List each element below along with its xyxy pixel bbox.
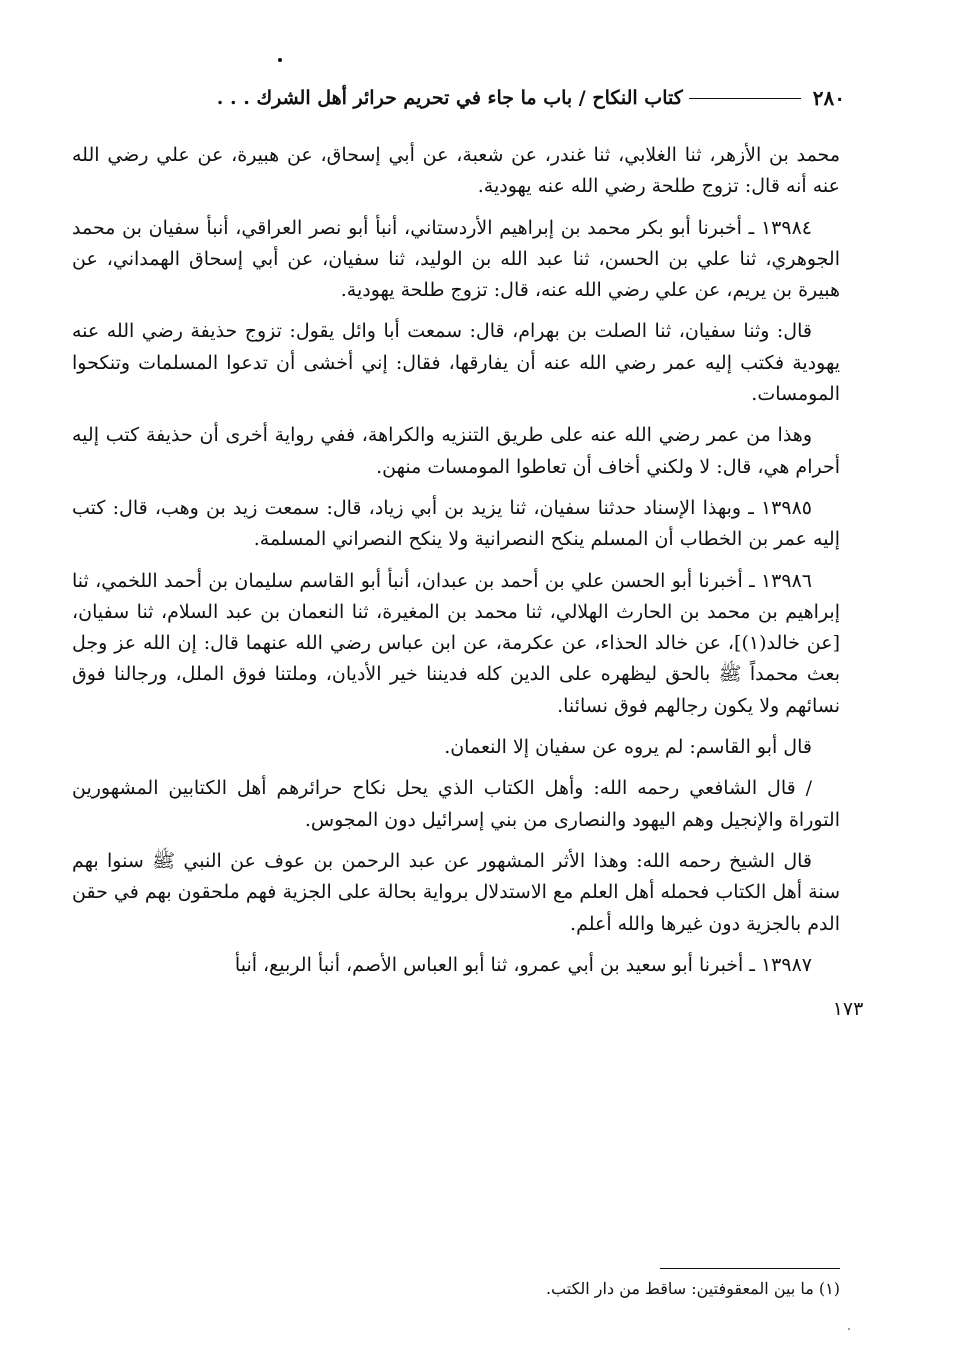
page-number: ٢٨٠ [812, 86, 845, 110]
running-header [55, 78, 845, 118]
paragraph: قال الشيخ رحمه الله: وهذا الأثر المشهور عن عبد الرحمن بن عوف عن النبي ﷺ سنوا بهم سنة أهل الكتاب فحمله أهل العلم مع الاستدلال برواية بحالة على الجزية فهم ملحقون بهم في حقن الدم بالجزية دون غيرها والله أعلم. [72, 849, 840, 935]
main-text [72, 140, 840, 991]
paragraph: / قال الشافعي رحمه الله: وأهل الكتاب الذي يحل نكاح حرائرهم أهل الكتابين المشهورين التوراة والإنجيل وهم اليهود والنصارى من بني إسرائيل دون المجوس. [72, 777, 840, 831]
paragraph: قال أبو القاسم: لم يروه عن سفيان إلا النعمان. [444, 736, 812, 759]
paragraph: قال: وثنا سفيان، ثنا الصلت بن بهرام، قال: سمعت أبا وائل يقول: تزوج حذيفة رضي الله عنه يهودية فكتب إليه عمر رضي الله عنه أن يفارقها، فقال: إني أخشى أن تدعوا المسلمات وتنكحوا المومسات. [72, 320, 840, 406]
paragraph: ١٣٩٨٧ ـ أخبرنا أبو سعيد بن أبي عمرو، ثنا أبو العباس الأصم، أنبأ الربيع، أنبأ [234, 953, 812, 976]
paragraph: ١٣٩٨٤ ـ أخبرنا أبو بكر محمد بن إبراهيم الأردستاني، أنبأ أبو نصر العراقي، أنبأ سفيان بن محمد الجوهري، ثنا علي بن الحسن، ثنا عبد الله بن الوليد، ثنا سفيان، عن أبي إسحاق الهمداني، عن هبيرة بن يريم، عن علي رضي الله عنه، قال: تزوج طلحة يهودية. [72, 216, 840, 302]
paragraph: وهذا من عمر رضي الله عنه على طريق التنزيه والكراهة، ففي رواية أخرى أن حذيفة كتب إليه أحرام هي، قال: لا ولكني أخاف أن تعاطوا المومسات منهن. [72, 424, 840, 478]
paragraph: ١٣٩٨٦ ـ أخبرنا أبو الحسن علي بن أحمد بن عبدان، أنبأ أبو القاسم سليمان بن أحمد اللخمي، ثنا إبراهيم بن محمد بن الحارث الهلالي، ثنا محمد بن المغيرة، ثنا النعمان بن عبد السلام، ثنا سفيان، [عن خالد(١)]، عن خالد الحذاء، عن عكرمة، عن ابن عباس رضي الله عنهما قال: إن الله عز وجل بعث محمداً ﷺ بالحق ليظهره على الدين كله فديننا خير الأديان، وملتنا فوق الملل، ورجالنا فوق نسائهم ولا يكون رجالهم فوق نسائنا. [72, 569, 840, 717]
ink-dot [278, 58, 282, 62]
footnote-separator [660, 1268, 840, 1269]
paragraph: محمد بن الأزهر، ثنا الغلابي، ثنا غندر، عن شعبة، عن أبي إسحاق، عن هبيرة، عن علي رضي الله عنه أنه قال: تزوج طلحة رضي الله عنه يهودية. [72, 144, 840, 198]
header-rule [689, 98, 801, 99]
margin-number: ١٧٣ [832, 998, 864, 1020]
footnote: (١) ما بين المعقوفتين: ساقط من دار الكتب. [545, 1279, 840, 1298]
scan-speck [848, 1328, 850, 1330]
paragraph: ١٣٩٨٥ ـ وبهذا الإسناد حدثنا سفيان، ثنا يزيد بن أبي زياد، قال: سمعت زيد بن وهب، قال: كتب إليه عمر بن الخطاب أن المسلم ينكح النصرانية ولا ينكح النصراني المسلمة. [72, 496, 840, 551]
header-title: كتاب النكاح / باب ما جاء في تحريم حرائر أهل الشرك . . . [216, 87, 683, 109]
